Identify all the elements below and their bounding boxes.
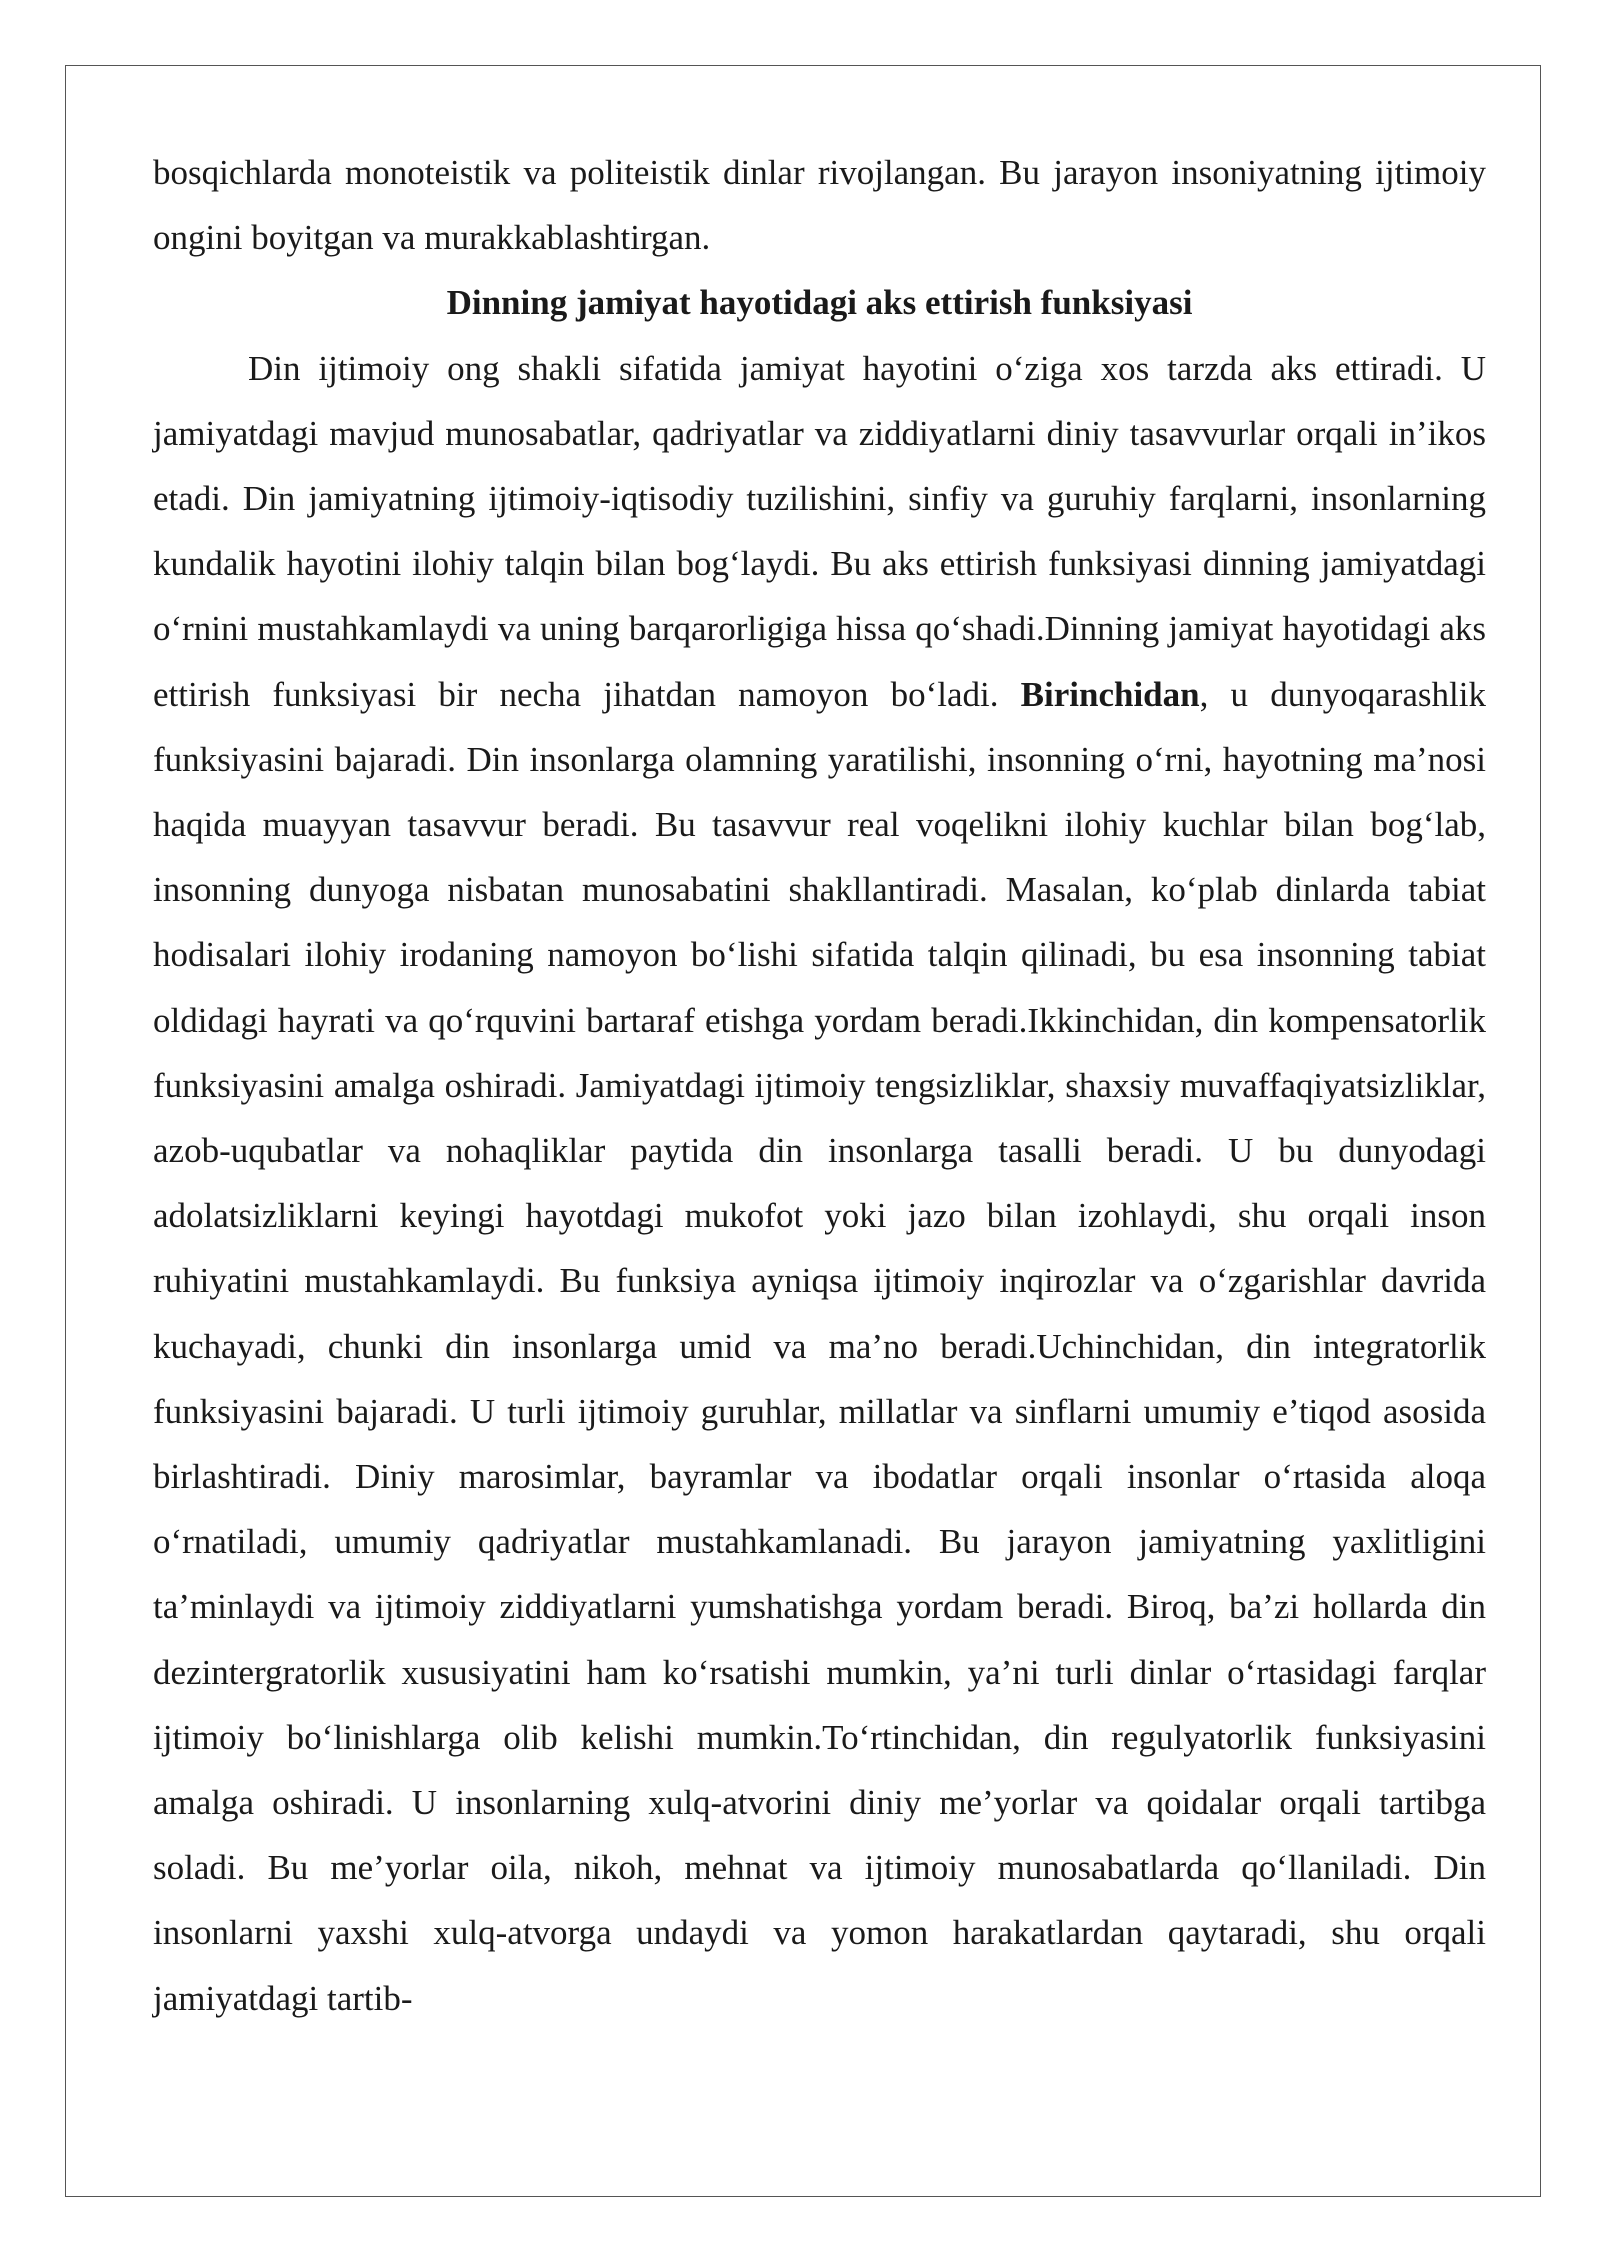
- section-heading: Dinning jamiyat hayotidagi aks ettirish funksiyasi: [446, 283, 1193, 323]
- body-paragraph: [153, 336, 1486, 2031]
- body-text-start: Din ijtimoiy ong shakli sifatida jamiyat hayotini o‘ziga xos tarzda aks ettiradi. U jamiyatdagi mavjud munosabatlar, qadriyatlar va ziddiyatlarni diniy tasavvurlar orqali in’ikos etadi. Din jamiyatning ijtimoiy-iqtisodiy tuzilishini, sinfiy va guruhiy farqlarni, insonlarning kundalik hayotini ilohiy talqin bilan bog‘laydi. Bu aks ettirish funksiyasi dinning jamiyatdagi o‘rnini mustahkamlaydi va uning barqarorligiga hissa qo‘shadi.Dinning jamiyat hayotidagi aks ettirish funksiyasi bir necha jihatdan namoyon bo‘ladi.: [153, 348, 1486, 714]
- body-text-rest: , u dunyoqarashlik funksiyasini bajaradi. Din insonlarga olamning yaratilishi, insonning o‘rni, hayotning ma’nosi haqida muayyan tasavvur beradi. Bu tasavvur real voqelikni ilohiy kuchlar bilan bog‘lab, insonning dunyoga nisbatan munosabatini shakllantiradi. Masalan, ko‘plab dinlarda tabiat hodisalari ilohiy irodaning namoyon bo‘lishi sifatida talqin qilinadi, bu esa insonning tabiat oldidagi hayrati va qo‘rquvini bartaraf etishga yordam beradi.Ikkinchidan, din kompensatorlik funksiyasini amalga oshiradi. Jamiyatdagi ijtimoiy tengsizliklar, shaxsiy muvaffaqiyatsizliklar, azob-uqubatlar va nohaqliklar paytida din insonlarga tasalli beradi. U bu dunyodagi adolatsizliklarni keyingi hayotdagi mukofot yoki jazo bilan izohlaydi, shu orqali inson ruhiyatini mustahkamlaydi. Bu funksiya ayniqsa ijtimoiy inqirozlar va o‘zgarishlar davrida kuchayadi, chunki din insonlarga umid va ma’no beradi.Uchinchidan, din integratorlik funksiyasini bajaradi. U turli ijtimoiy guruhlar, millatlar va sinflarni umumiy e’tiqod asosida birlashtiradi. Diniy marosimlar, bayramlar va ibodatlar orqali insonlar o‘rtasida aloqa o‘rnatiladi, umumiy qadriyatlar mustahkamlanadi. Bu jarayon jamiyatning yaxlitligini ta’minlaydi va ijtimoiy ziddiyatlarni yumshatishga yordam beradi. Biroq, ba’zi hollarda din dezintergratorlik xususiyatini ham ko‘rsatishi mumkin, ya’ni turli dinlar o‘rtasidagi farqlar ijtimoiy bo‘linishlarga olib kelishi mumkin.To‘rtinchidan, din regulyatorlik funksiyasini amalga oshiradi. U insonlarning xulq-atvorini diniy me’yorlar va qoidalar orqali tartibga soladi. Bu me’yorlar oila, nikoh, mehnat va ijtimoiy munosabatlarda qo‘llaniladi. Din insonlarni yaxshi xulq-atvorga undaydi va yomon harakatlardan qaytaradi, shu orqali jamiyatdagi tartib-: [153, 674, 1486, 2018]
- bold-term: Birinchidan: [1020, 674, 1200, 714]
- continuation-paragraph: bosqichlarda monoteistik va politeistik dinlar rivojlangan. Bu jarayon insoniyatning ijtimoiy ongini boyitgan va murakkablashtirgan.: [153, 153, 1486, 258]
- page-content: [153, 140, 1486, 2031]
